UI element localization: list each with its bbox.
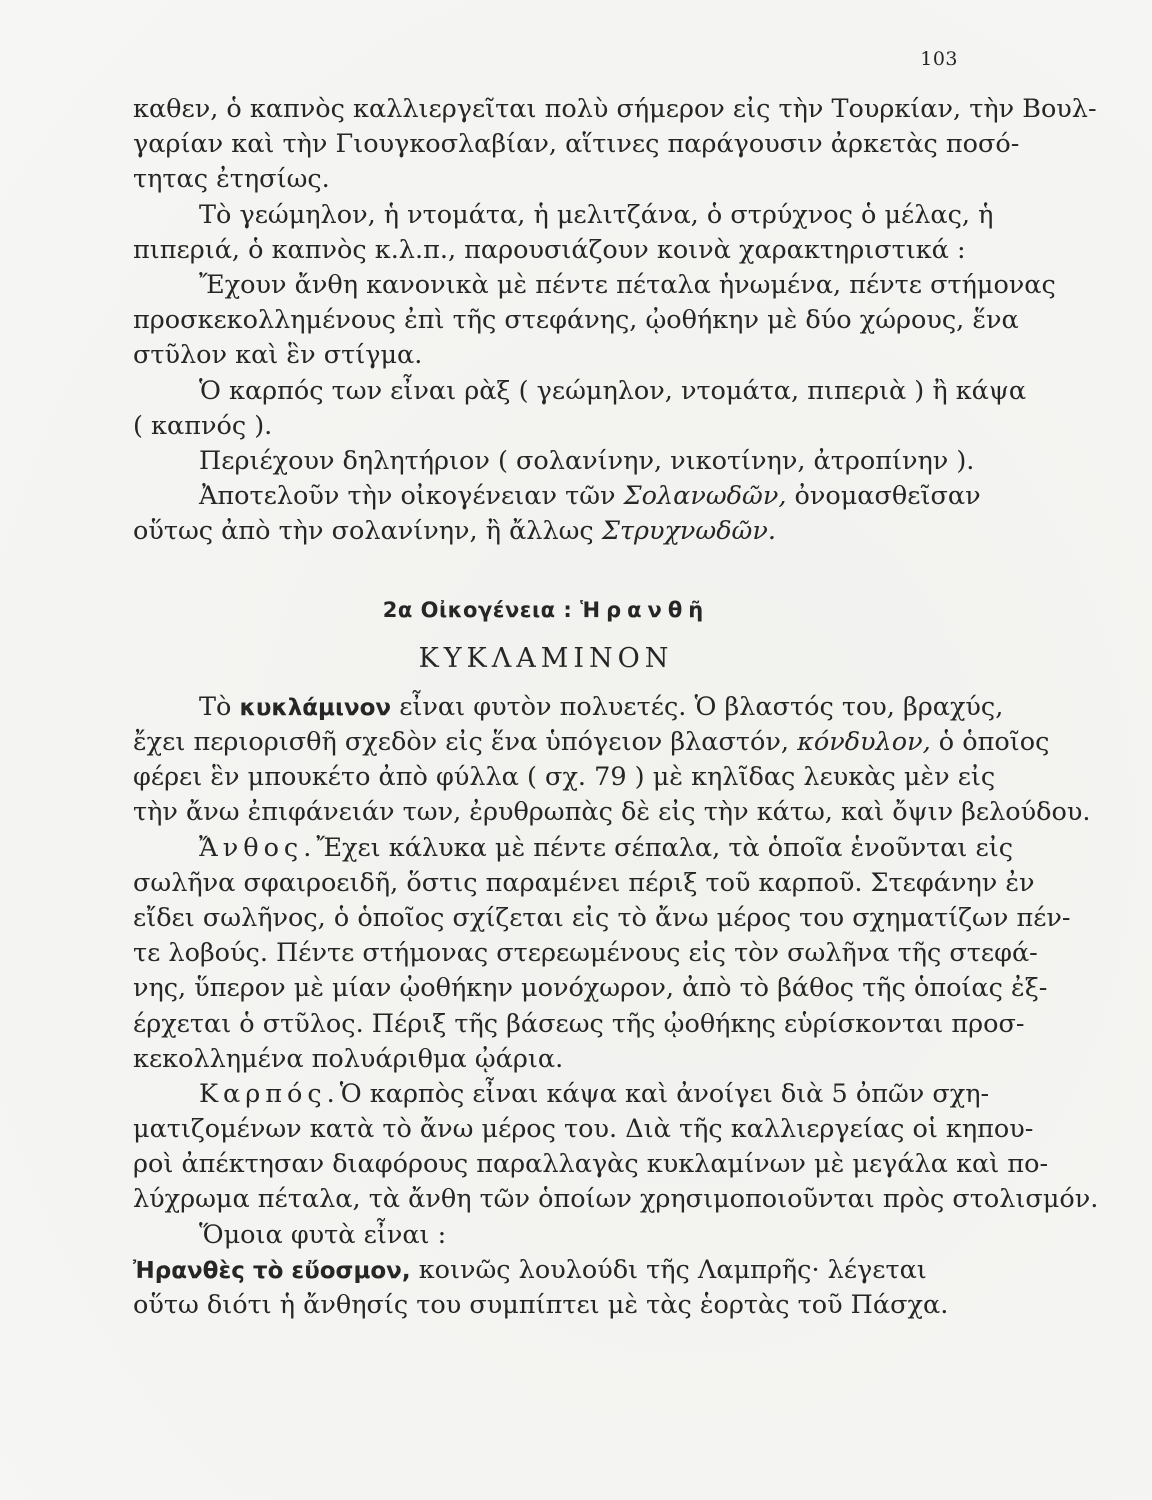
paragraph-line bbox=[133, 479, 981, 514]
plant-name-bold: Ἠρανθὲς τὸ εὔοσμον, bbox=[133, 1257, 411, 1284]
paragraph-line: τητας ἐτησίως. bbox=[133, 164, 330, 195]
paragraph-line: έρχεται ὁ στῦλος. Πέριξ τῆς βάσεως τῆς ᾠοθήκης εὑρίσκονται προσ- bbox=[133, 1008, 1025, 1039]
paragraph-line bbox=[133, 690, 1004, 725]
paragraph-line: Τὸ γεώμηλον, ἡ ντομάτα, ἡ μελιτζάνα, ὁ στρύχνος ὁ μέλας, ἡ bbox=[199, 199, 994, 230]
paragraph-line: ματιζομένων κατὰ τὸ ἄνω μέρος του. Διὰ τῆς καλλιεργείας οἱ κηπου- bbox=[133, 1114, 1034, 1145]
paragraph-line: καθεν, ὁ καπνὸς καλλιεργεῖται πολὺ σήμερον εἰς τὴν Τουρκίαν, τὴν Βουλ- bbox=[133, 94, 1097, 124]
text-run: Ἀποτελοῦν τὴν οἰκογένειαν τῶν bbox=[199, 481, 616, 512]
paragraph-line: οὕτω διότι ἡ ἄνθησίς του συμπίπτει μὲ τὰς ἑορτὰς τοῦ Πάσχα. bbox=[133, 1290, 949, 1320]
paragraph-line: γαρίαν καὶ τὴν Γιουγκοσλαβίαν, αἵτινες παράγουσιν ἀρκετὰς ποσό- bbox=[133, 129, 1020, 160]
text-run: ὁ ὁποῖος bbox=[938, 727, 1050, 757]
paragraph-line bbox=[133, 831, 1014, 866]
text-run: ἔχει περιορισθῆ σχεδὸν εἰς ἕνα ὑπόγειον βλαστόν, bbox=[133, 727, 790, 757]
text-run: Ἔχει κάλυκα μὲ πέντε σέπαλα, τὰ ὁποῖα ἑνοῦνται εἰς bbox=[316, 832, 1014, 863]
text-run: εἶναι φυτὸν πολυετές. Ὁ βλαστός του, βραχύς, bbox=[399, 691, 1004, 722]
text-run: Τὸ bbox=[199, 691, 232, 722]
paragraph-line: ( καπνός ). bbox=[133, 410, 273, 441]
family-heading bbox=[133, 593, 959, 628]
paragraph-line bbox=[133, 725, 1050, 760]
paragraph-line: Ὅμοια φυτὰ εἶναι : bbox=[199, 1219, 447, 1250]
text-run: Ὁ καρπὸς εἶναι κάψα καὶ ἀνοίγει διὰ 5 ὀπῶν σχη- bbox=[339, 1078, 990, 1109]
section-label-fruit: Καρπός. bbox=[199, 1078, 340, 1109]
family-name-italic: Σολανωδῶν, bbox=[623, 481, 787, 512]
paragraph-line bbox=[133, 514, 959, 549]
paragraph-line: λύχρωμα πέταλα, τὰ ἄνθη τῶν ὁποίων χρησιμοποιοῦνται πρὸς στολισμόν. bbox=[133, 1184, 1099, 1215]
term-italic: κόνδυλον, bbox=[797, 727, 931, 757]
text-run: κοινῶς λουλούδι τῆς Λαμπρῆς· λέγεται bbox=[418, 1254, 927, 1285]
text-run: οὕτως ἀπὸ τὴν σολανίνην, ἢ ἄλλως bbox=[133, 516, 594, 547]
family-heading-prefix: 2α Οἰκογένεια : bbox=[382, 598, 573, 623]
paragraph-line: Περιέχουν δηλητήριον ( σολανίνην, νικοτίνην, ἀτροπίνην ). bbox=[199, 445, 975, 476]
paragraph-line: νης, ὕπερον μὲ μίαν ᾠοθήκην μονόχωρον, ἀπὸ τὸ βάθος τῆς ὁποίας ἐξ- bbox=[133, 973, 1048, 1004]
paragraph-line: τὴν ἄνω ἐπιφάνειάν των, ἐρυθρωπὰς δὲ εἰς τὴν κάτω, καὶ ὄψιν βελούδου. bbox=[133, 797, 1091, 828]
text-run: ὀνομασθεῖσαν bbox=[794, 481, 981, 512]
plant-name-bold: κυκλάμινον bbox=[239, 694, 392, 721]
paragraph-line: Ἔχουν ἄνθη κανονικὰ μὲ πέντε πέταλα ἡνωμένα, πέντε στήμονας bbox=[199, 269, 1056, 300]
paragraph-line: τε λοβούς. Πέντε στήμονας στερεωμένους εἰς τὸν σωλῆνα τῆς στεφά- bbox=[133, 938, 1038, 969]
paragraph-line: πιπεριά, ὁ καπνὸς κ.λ.π., παρουσιάζουν κοινὰ χαρακτηριστικά : bbox=[133, 234, 966, 265]
paragraph-line: φέρει ἓν μπουκέτο ἀπὸ φύλλα ( σχ. 79 ) μὲ κηλῖδας λευκὰς μὲν εἰς bbox=[133, 762, 996, 793]
page-text bbox=[133, 92, 1099, 1323]
section-label-flower: Ἄνθος. bbox=[199, 832, 317, 863]
family-name-italic: Στρυχνωδῶν. bbox=[601, 516, 776, 547]
paragraph-line: σωλῆνα σφαιροειδῆ, ὅστις παραμένει πέριξ τοῦ καρποῦ. Στεφάνην ἐν bbox=[133, 867, 1035, 898]
family-heading-name: Ἡρανθῆ bbox=[580, 598, 710, 623]
plant-heading: ΚΥΚΛΑΜΙΝΟΝ bbox=[418, 642, 674, 674]
paragraph-line: στῦλον καὶ ἓν στίγμα. bbox=[133, 340, 423, 371]
paragraph-line: κεκολλημένα πολυάριθμα ᾠάρια. bbox=[133, 1043, 564, 1074]
paragraph-line: ροὶ ἀπέκτησαν διαφόρους παραλλαγὰς κυκλαμίνων μὲ μεγάλα καὶ πο- bbox=[133, 1149, 1049, 1180]
paragraph-line bbox=[133, 1077, 990, 1112]
paragraph-line: Ὁ καρπός των εἶναι ρὰξ ( γεώμηλον, ντομάτα, πιπεριὰ ) ἢ κάψα bbox=[199, 375, 1027, 406]
paragraph-line: προσκεκολλημένους ἐπὶ τῆς στεφάνης, ᾠοθήκην μὲ δύο χώρους, ἕνα bbox=[133, 305, 1019, 336]
page-number: 103 bbox=[920, 48, 958, 70]
paragraph-line bbox=[133, 1253, 959, 1288]
paragraph-line: εἴδει σωλῆνος, ὁ ὁποῖος σχίζεται εἰς τὸ ἄνω μέρος του σχηματίζων πέν- bbox=[133, 902, 1071, 933]
